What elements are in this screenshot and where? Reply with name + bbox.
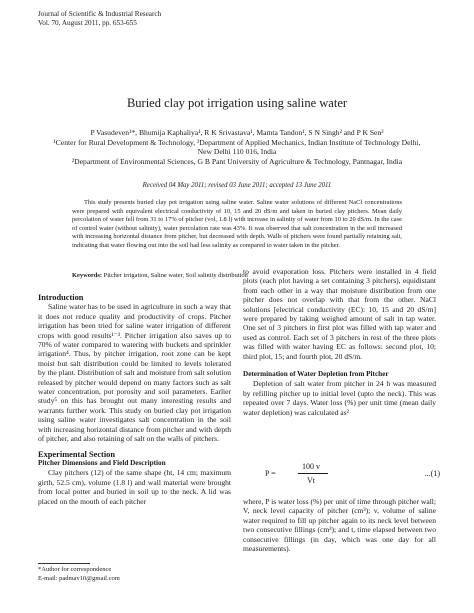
fraction-bar — [298, 473, 328, 474]
section-heading-experimental: Experimental Section — [38, 449, 115, 459]
footnote-rule — [38, 563, 90, 564]
equation-denominator: Vt — [307, 476, 315, 485]
footnote-email: E-mail: padmav10@gmail.com — [38, 574, 120, 582]
keywords-text: Pitcher irrigation, Saline water, Soil salinity distribution — [102, 272, 248, 279]
equation-numerator: 100 v — [302, 462, 320, 471]
footnote — [38, 566, 120, 583]
continued-paragraph: to avoid evaporation loss. Pitchers were installed in 4 field plots (each plot having a set containing 3 pitchers), equidistant from each other in a way that moisture distribution from one pitcher does not overlap with that from the other. NaCl solutions [electrical conductivity (EC): 10, 15 and 20 dS/m] were prepared by taking weighed amount of salt in tap water. One set of 3 pitchers in first plot was filled with tap water and used as control. Each set of 3 pitchers in rest of the three plots was filled with water having EC as follows: second plot, 10; third plot, 15; and fourth plot, 20 dS/m. — [243, 267, 436, 361]
right-column — [243, 267, 436, 417]
journal-name: Journal of Scientific & Industrial Research — [38, 10, 162, 18]
left-column — [38, 293, 231, 506]
subsection-heading-pitcher: Pitcher Dimensions and Field Description — [38, 458, 166, 467]
journal-header — [38, 10, 161, 28]
section-heading-introduction: Introduction — [38, 293, 84, 302]
affiliation-2: ²Department of Environmental Sciences, G B Pant University of Agriculture & Technology, Pantnagar, India — [71, 156, 403, 166]
abstract: This study presents buried clay pot irrigation using saline water. Saline water solutions of different NaCl concentrations were prepared with equivalent electrical conductivity of 10, 15 and 20 dS/m and taken in buried clay pitchers. Mean daily percolation of water fell from 31 to 17% of pitcher (vol, 1.8 l) with increase in salinity of water from 10 to 20 dS/m. In the case of control water (without salinity), water percolation rate was 43%. It was observed that salt concentration in the soil increased with increasing horizontal distance from pitcher, but decreased with depth. Walls of pitchers were found partially retaining salt, indicating that water flowing out into the soil had less salinity as compared to water taken in the pitcher. — [72, 199, 402, 249]
journal-volume: Vol. 70, August 2011, pp. 653-655 — [38, 19, 137, 27]
equation-1 — [265, 462, 440, 488]
footnote-correspondence: *Author for correspondence — [38, 566, 112, 573]
paper-title: Buried clay pot irrigation using saline water — [126, 96, 348, 110]
affiliation-1: ¹Center for Rural Development & Technology, ²Department of Applied Mechanics, Indian Institute of Technology Delhi, — [53, 137, 421, 147]
keywords-label: Keywords: — [72, 272, 103, 279]
where-paragraph: where, P is water loss (%) per unit of time through pitcher wall; V, neck level capacity of pitcher (cm³); v, volume of saline water required to fill up pitcher again to its neck level between two consecutive fillings (cm³); and t, time elapsed between two consecutive fillings (in day, which was one day for all measurements). — [243, 497, 436, 554]
affiliation-1-address: New Delhi 110 016, India — [197, 147, 277, 157]
author-names: P Vasudeven¹*, Bhumija Kaphaliya¹, R K Srivastava¹, Mamta Tandon¹, S N Singh² and P K Sen² — [90, 128, 384, 137]
where-block — [243, 497, 436, 553]
author-block — [0, 128, 474, 166]
introduction-paragraph: Saline water has to be used in agriculture in such a way that it does not reduce quality and productivity of crops. Pitcher irrigation has been tried for saline water irrigation of different crops with good results¹⁻³. Pitcher irrigation also saves up to 70% of water compared to watering with buckets and sprinkler irrigation⁴. Thus, by pitcher irrigation, root zone can be kept moist but salt distribution could be limited to levels tolerated by the plant. Distribution of salt and moisture from salt solution released by pitcher would depend on many factors such as salt water concentration, pot porosity and soil parameters. Earlier study⁵ on this has brought out many interesting results and warrants further work. This study on buried clay pot irrigation using saline water investigates salt concentration in the soil with increasing horizontal distance from pitcher and with depth of pitcher, and also retaining of salt on the walls of pitchers. — [38, 302, 231, 444]
depletion-paragraph: Depletion of salt water from pitcher in 24 h was measured by refilling pitcher up to initial level (upto the neck). This was repeated over 7 days. Water loss (%) per unit time (mean daily water depletion) was calculated as² — [243, 379, 436, 417]
experimental-paragraph: Clay pitchers (12) of the same shape (ht, 14 cm; maximum girth, 52.5 cm), volume (1.8 l) and wall material were brought from local potter and buried in soil up to the neck. A lid was placed on the mouth of each pitcher — [38, 468, 231, 506]
subsection-heading-depletion: Determination of Water Depletion from Pitcher — [243, 370, 389, 379]
equation-number: ...(1) — [424, 469, 440, 478]
received-dates: Received 04 May 2011; revised 03 June 2011; accepted 13 June 2011 — [142, 182, 332, 189]
equation-lhs: P = — [265, 469, 276, 478]
